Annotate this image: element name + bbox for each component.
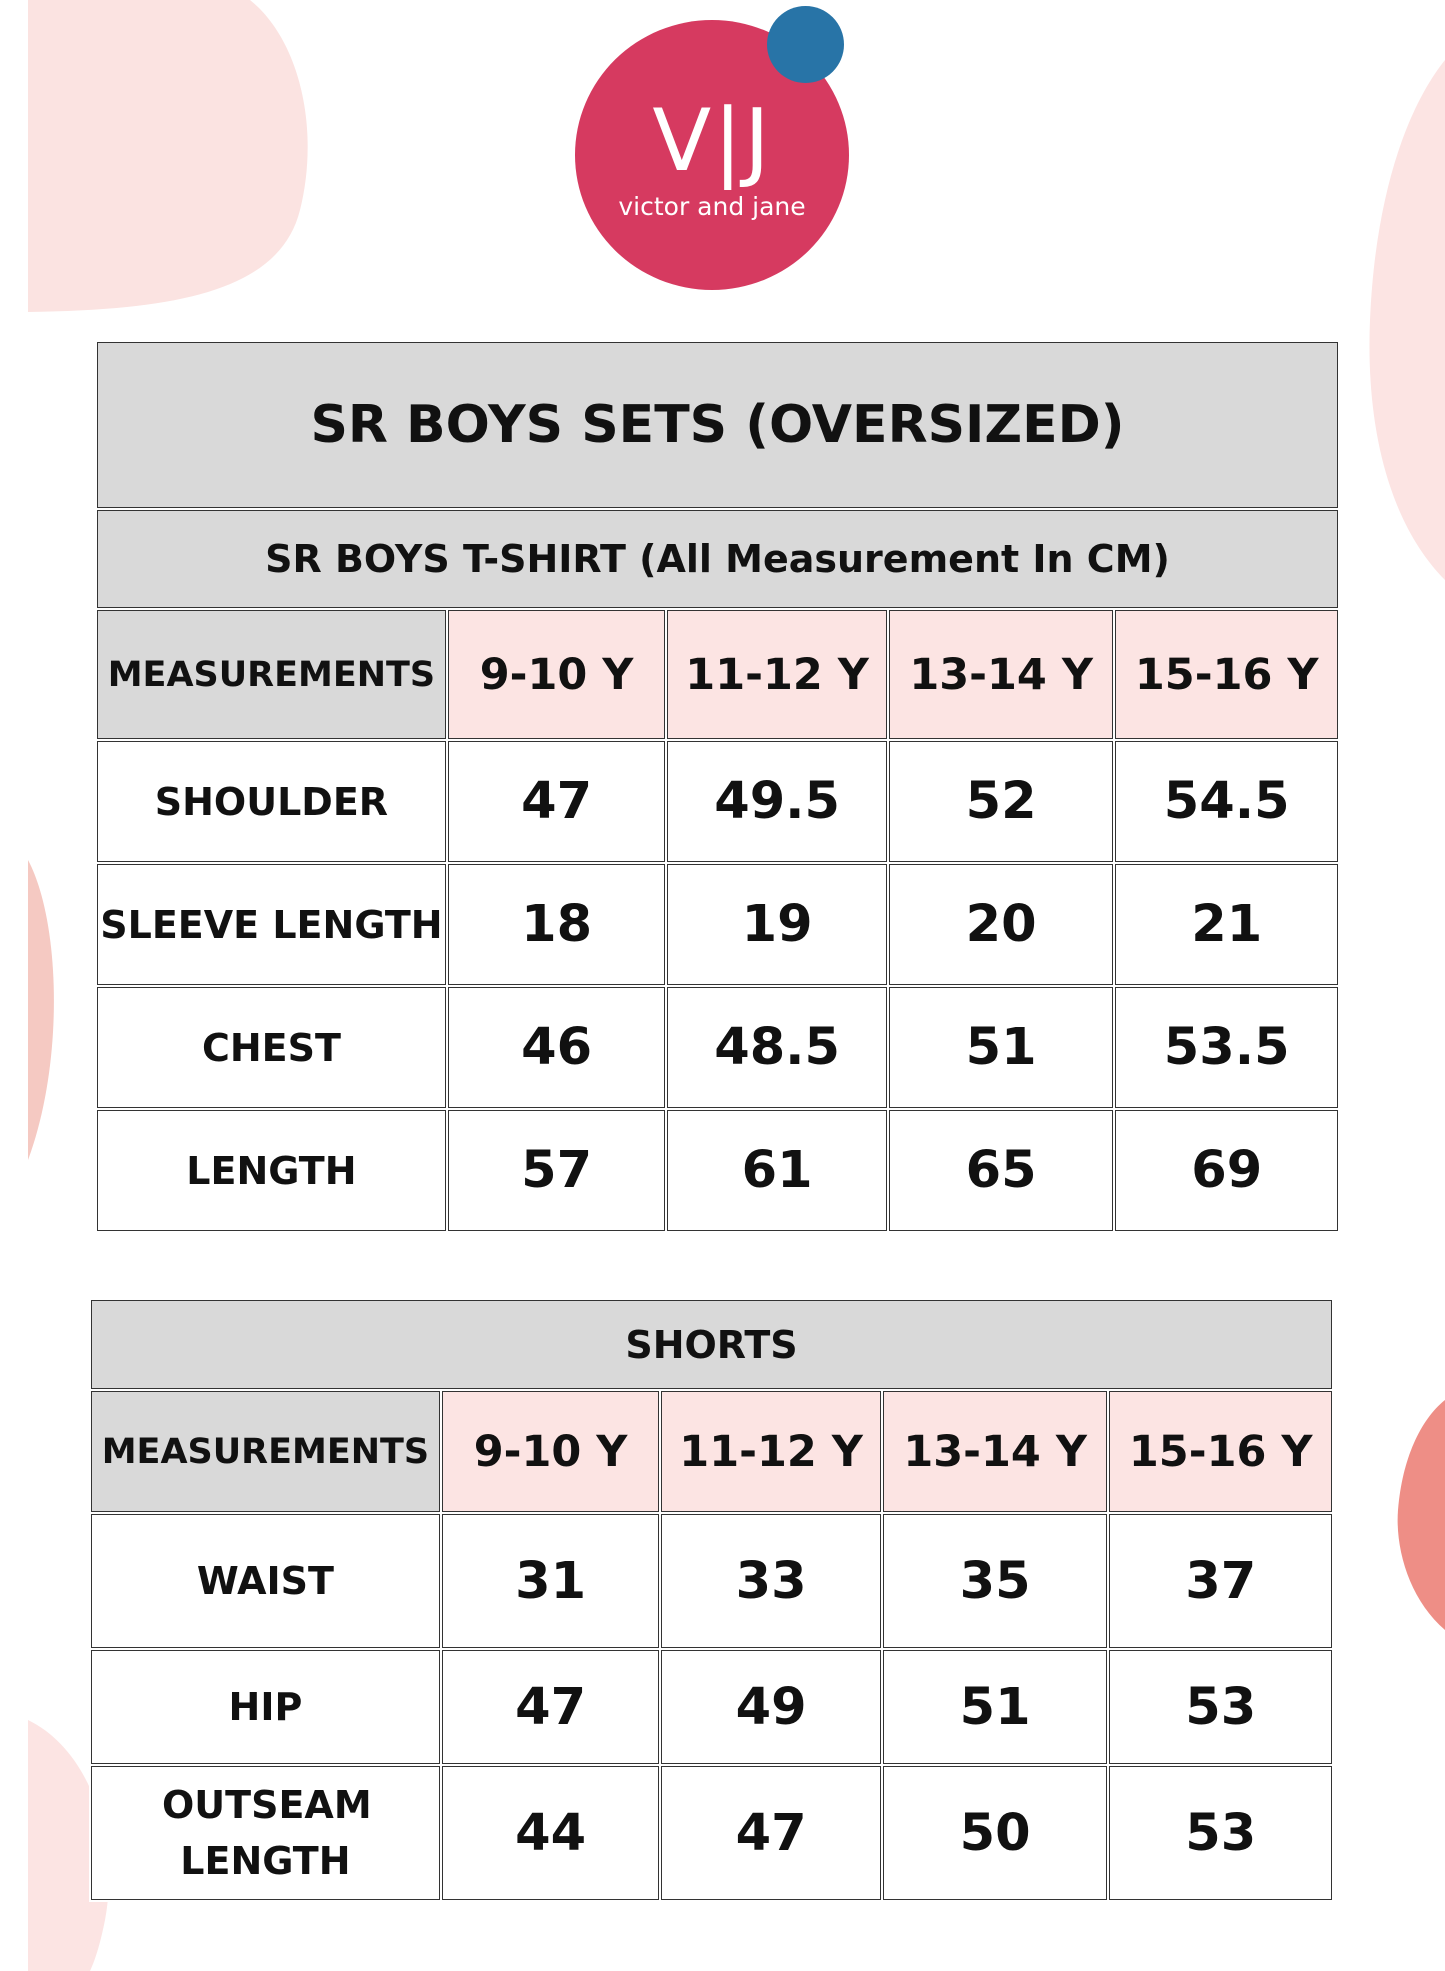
header-size: 15-16 Y <box>1115 610 1338 739</box>
table-row <box>91 1514 1332 1648</box>
header-measurements: MEASUREMENTS <box>91 1391 440 1512</box>
row-label: LENGTH <box>97 1110 446 1231</box>
table-cell: 52 <box>889 741 1114 862</box>
table-cell: 19 <box>667 864 887 985</box>
table-cell: 47 <box>661 1766 881 1900</box>
table-cell: 49.5 <box>667 741 887 862</box>
table-cell: 53.5 <box>1115 987 1338 1108</box>
row-label: CHEST <box>97 987 446 1108</box>
row-label: SHOULDER <box>97 741 446 862</box>
table-cell: 54.5 <box>1115 741 1338 862</box>
table-title: SHORTS <box>91 1300 1332 1389</box>
table-cell: 20 <box>889 864 1114 985</box>
table-cell: 51 <box>883 1650 1108 1764</box>
header-size: 13-14 Y <box>889 610 1114 739</box>
table-cell: 53 <box>1109 1766 1332 1900</box>
table-cell: 33 <box>661 1514 881 1648</box>
table-cell: 53 <box>1109 1650 1332 1764</box>
table-cell: 65 <box>889 1110 1114 1231</box>
logo-brand-name: victor and jane <box>618 192 806 221</box>
table-cell: 46 <box>448 987 666 1108</box>
table-cell: 47 <box>448 741 666 862</box>
table-row <box>97 741 1338 862</box>
row-label: WAIST <box>91 1514 440 1648</box>
row-label: OUTSEAM LENGTH <box>91 1766 440 1900</box>
brand-logo <box>575 20 849 290</box>
table-cell: 50 <box>883 1766 1108 1900</box>
header-size: 11-12 Y <box>661 1391 881 1512</box>
table-title: SR BOYS SETS (OVERSIZED) <box>97 342 1338 508</box>
table-cell: 57 <box>448 1110 666 1231</box>
header-size: 13-14 Y <box>883 1391 1108 1512</box>
table-cell: 51 <box>889 987 1114 1108</box>
table-row <box>91 1650 1332 1764</box>
table-row <box>91 1766 1332 1900</box>
decorative-blob-left-mid <box>0 860 70 1160</box>
table-cell: 69 <box>1115 1110 1338 1231</box>
table-row <box>97 864 1338 985</box>
row-label: HIP <box>91 1650 440 1764</box>
table-cell: 49 <box>661 1650 881 1764</box>
header-size: 9-10 Y <box>448 610 666 739</box>
decorative-blob-right <box>1355 60 1445 580</box>
table-cell: 18 <box>448 864 666 985</box>
header-size: 11-12 Y <box>667 610 887 739</box>
table-subtitle: SR BOYS T-SHIRT (All Measurement In CM) <box>97 510 1338 608</box>
row-label: SLEEVE LENGTH <box>97 864 446 985</box>
table-cell: 21 <box>1115 864 1338 985</box>
table-cell: 44 <box>442 1766 660 1900</box>
table-cell: 48.5 <box>667 987 887 1108</box>
header-measurements: MEASUREMENTS <box>97 610 446 739</box>
decorative-blob-top-left <box>0 0 320 330</box>
table-row <box>97 1110 1338 1231</box>
table-row <box>97 987 1338 1108</box>
table-cell: 35 <box>883 1514 1108 1648</box>
tshirt-size-table <box>95 340 1340 1233</box>
shorts-size-table <box>89 1298 1334 1902</box>
decorative-blob-right-mid <box>1380 1400 1445 1630</box>
table-cell: 31 <box>442 1514 660 1648</box>
header-size: 9-10 Y <box>442 1391 660 1512</box>
table-cell: 61 <box>667 1110 887 1231</box>
logo-mark: V|J <box>652 91 772 191</box>
table-cell: 37 <box>1109 1514 1332 1648</box>
header-size: 15-16 Y <box>1109 1391 1332 1512</box>
logo-accent-dot <box>767 6 844 83</box>
table-cell: 47 <box>442 1650 660 1764</box>
